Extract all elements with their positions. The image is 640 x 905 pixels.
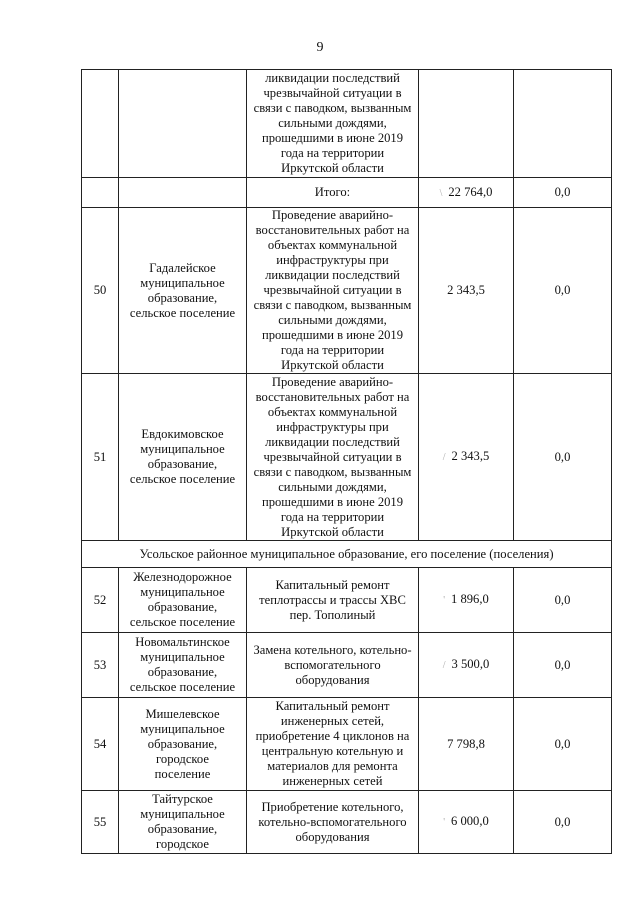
work-description: Капитальный ремонт инженерных сетей, приобретение 4 циклонов на центральную котельную и материалов для ремонта инженерных сетей <box>247 698 419 791</box>
municipality-name: Новомальтинское муниципальное образование, сельское поселение <box>119 633 247 698</box>
municipality-cell <box>119 70 247 178</box>
table-row <box>82 374 612 541</box>
amount: 7 798,8 <box>419 698 514 791</box>
row-number: 51 <box>82 374 119 541</box>
amount-2: 0,0 <box>514 633 612 698</box>
municipality-name: Мишелевское муниципальное образование, городское поселение <box>119 698 247 791</box>
amount: 2 343,5 <box>419 208 514 374</box>
row-number-cell <box>82 178 119 208</box>
row-number: 53 <box>82 633 119 698</box>
municipality-name: Тайтурское муниципальное образование, городское <box>119 791 247 854</box>
amount-2: 0,0 <box>514 791 612 854</box>
amount-cell <box>419 70 514 178</box>
amount-2: 0,0 <box>514 568 612 633</box>
table-row <box>82 791 612 854</box>
row-number: 54 <box>82 698 119 791</box>
amount-2: 0,0 <box>514 374 612 541</box>
row-number: 50 <box>82 208 119 374</box>
amount: 6 000,0 <box>451 814 489 828</box>
table-row <box>82 70 612 178</box>
section-title: Усольское районное муниципальное образование, его поселение (поселения) <box>82 541 612 568</box>
table-row <box>82 568 612 633</box>
municipality-name: Гадалейское муниципальное образование, сельское поселение <box>119 208 247 374</box>
total-label: Итого: <box>247 178 419 208</box>
row-number: 55 <box>82 791 119 854</box>
amount: 1 896,0 <box>451 592 489 606</box>
amount-2: 0,0 <box>514 208 612 374</box>
amount-2: 0,0 <box>514 698 612 791</box>
municipality-cell <box>119 178 247 208</box>
amount-cell: ' 6 000,0 <box>419 791 514 854</box>
total-row <box>82 178 612 208</box>
total-amount-2: 0,0 <box>514 178 612 208</box>
amount-cell: ' 1 896,0 <box>419 568 514 633</box>
work-description: Замена котельного, котельно- вспомогательного оборудования <box>247 633 419 698</box>
table-row <box>82 208 612 374</box>
amount: 3 500,0 <box>451 657 490 671</box>
work-description: Капитальный ремонт теплотрассы и трассы ХВС пер. Тополиный <box>247 568 419 633</box>
municipality-name: Евдокимовское муниципальное образование, сельское поселение <box>119 374 247 541</box>
amount-2-cell <box>514 70 612 178</box>
section-header-row <box>82 541 612 568</box>
table-row <box>82 698 612 791</box>
amount-cell: / 2 343,5 <box>419 374 514 541</box>
row-number-cell <box>82 70 119 178</box>
total-amount-cell: \ 22 764,0 <box>419 178 514 208</box>
allocation-table <box>81 69 612 854</box>
work-description: Проведение аварийно- восстановительных работ на объектах коммунальной инфраструктуры при ликвидации последствий чрезвычайной ситуации в связи с паводком, вызванным сильными дождями, прошедшими в июне 2019 года на территории Иркутской области <box>247 208 419 374</box>
page-number: 9 <box>316 40 324 55</box>
table-row <box>82 633 612 698</box>
work-description: Проведение аварийно- восстановительных работ на объектах коммунальной инфраструктуры при ликвидации последствий чрезвычайной ситуации в связи с паводком, вызванным сильными дождями, прошедшими в июне 2019 года на территории Иркутской области <box>247 374 419 541</box>
work-description: Приобретение котельного, котельно-вспомогательного оборудования <box>247 791 419 854</box>
row-number: 52 <box>82 568 119 633</box>
total-amount: 22 764,0 <box>448 184 493 199</box>
work-description-cell: ликвидации последствий чрезвычайной ситуации в связи с паводком, вызванным сильными дождями, прошедшими в июне 2019 года на территории Иркутской области <box>247 70 419 178</box>
amount-cell: / 3 500,0 <box>419 633 514 698</box>
amount: 2 343,5 <box>451 449 490 463</box>
municipality-name: Железнодорожное муниципальное образование, сельское поселение <box>119 568 247 633</box>
